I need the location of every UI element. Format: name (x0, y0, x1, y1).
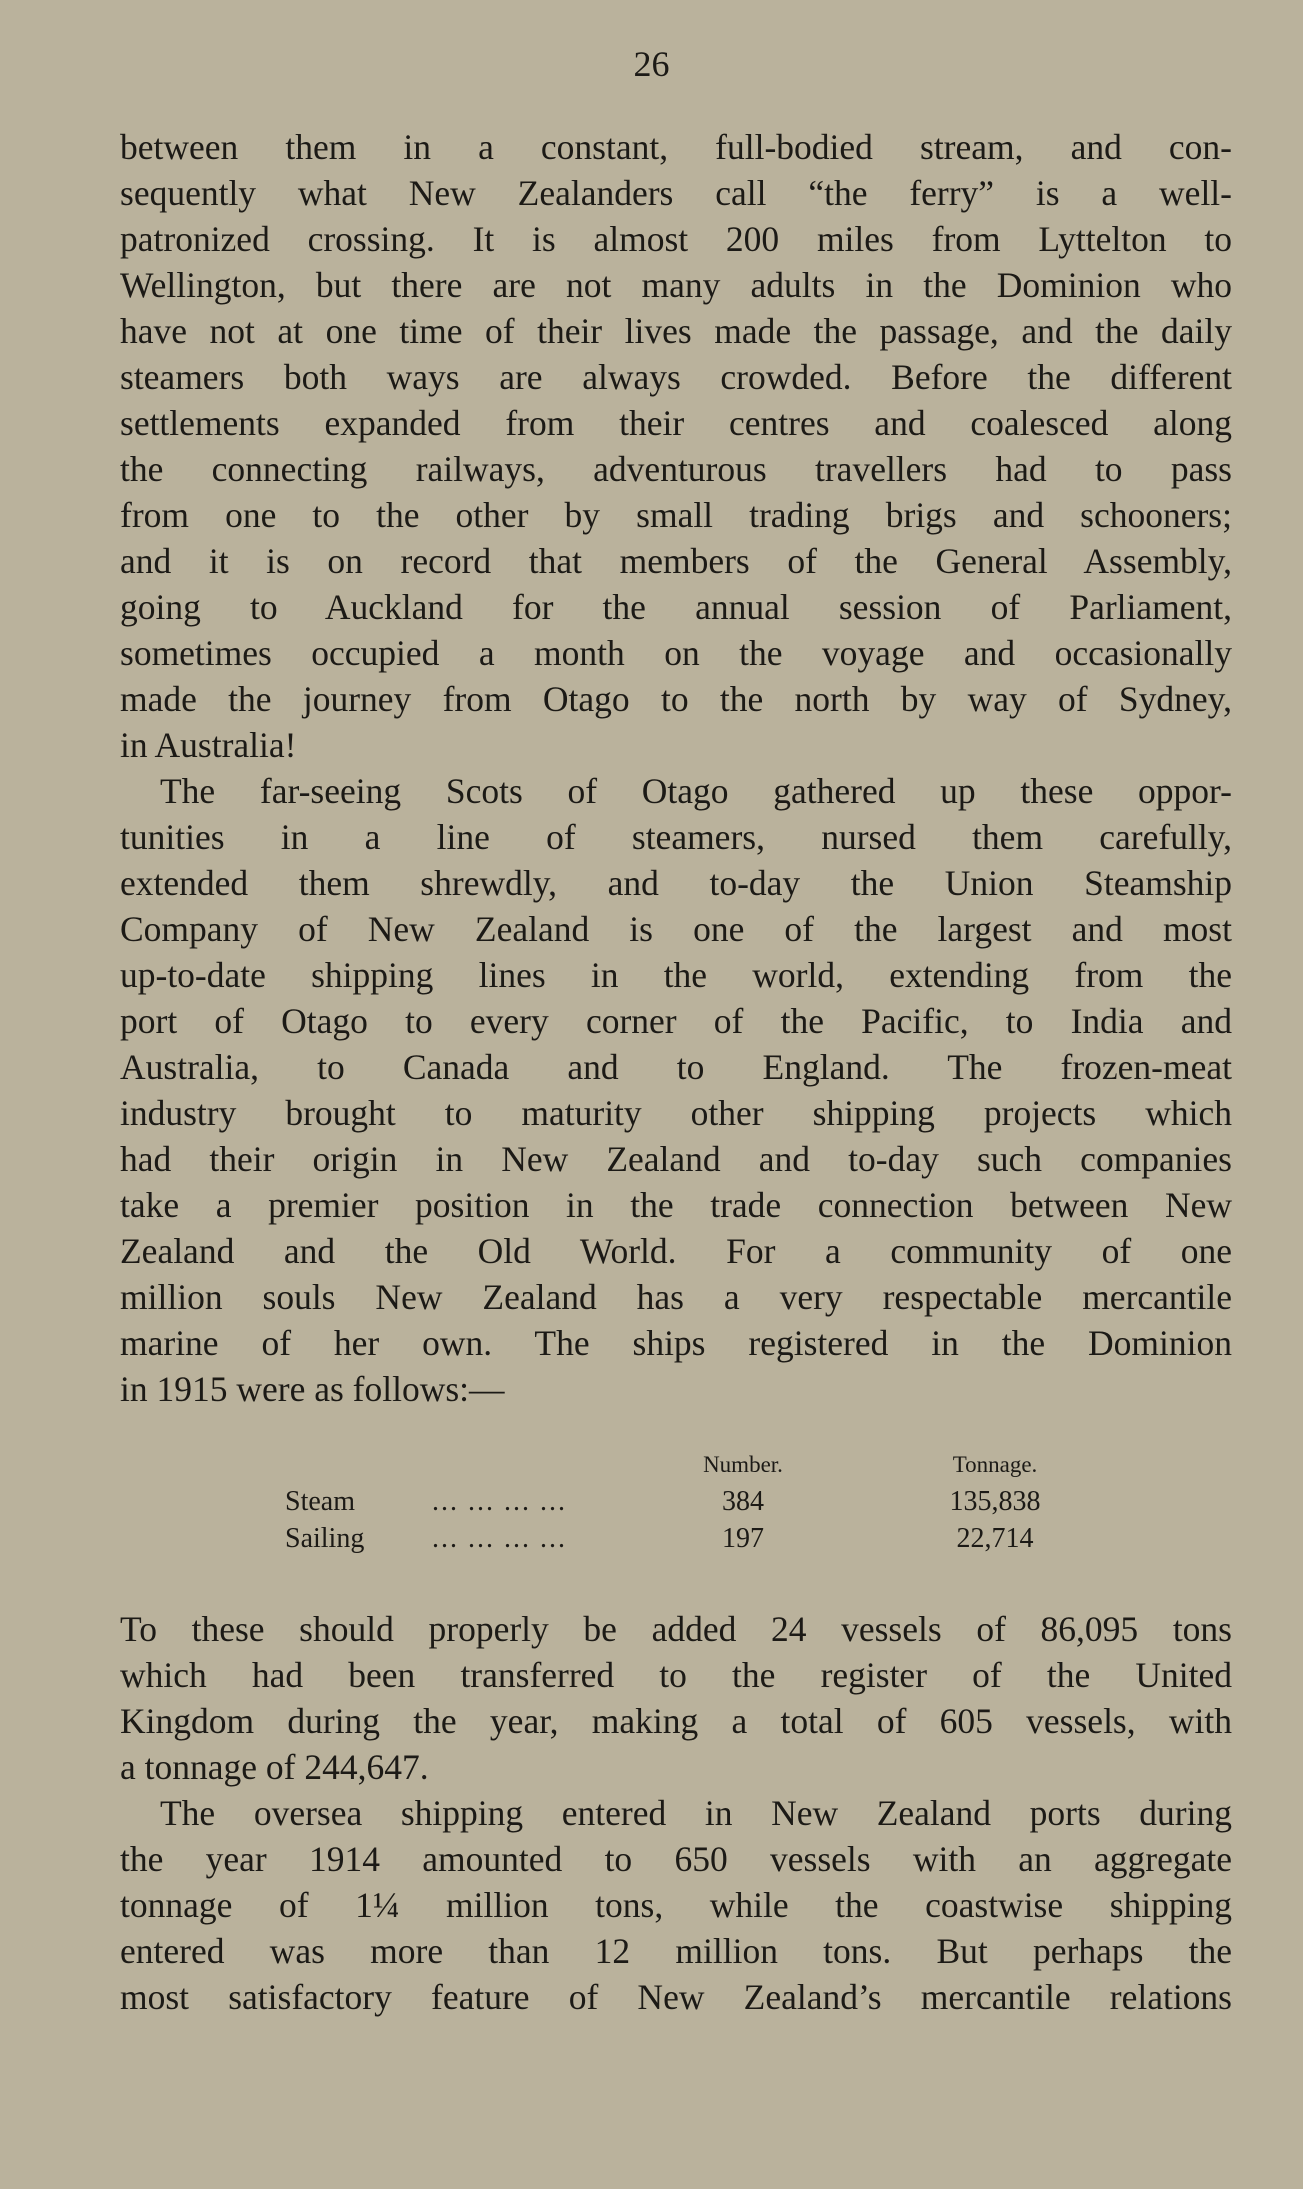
text-line: made the journey from Otago to the north by way of Sydney, (120, 679, 1232, 719)
leader-dots: ... ... ... ... (432, 1486, 567, 1517)
text-line: To these should properly be added 24 vessels of 86,095 tons (120, 1609, 1232, 1649)
text-line: settlements expanded from their centres and coalesced along (120, 403, 1232, 443)
leader-dots: ... ... ... ... (432, 1523, 567, 1554)
text-line: The oversea shipping entered in New Zealand ports during (160, 1793, 1232, 1833)
text-line: between them in a constant, full-bodied stream, and con- (120, 127, 1232, 167)
text-line: entered was more than 12 million tons. But perhaps the (120, 1931, 1232, 1971)
text-line: Company of New Zealand is one of the largest and most (120, 909, 1232, 949)
text-line: from one to the other by small trading brigs and schooners; (120, 495, 1232, 535)
row-label: Steam (285, 1486, 355, 1517)
text-line: extended them shrewdly, and to-day the Union Steamship (120, 863, 1232, 903)
text-line: steamers both ways are always crowded. Before the different (120, 357, 1232, 397)
row-number: 384 (722, 1486, 764, 1517)
text-line: port of Otago to every corner of the Pacific, to India and (120, 1001, 1232, 1041)
text-line: tonnage of 1¼ million tons, while the coastwise shipping (120, 1885, 1232, 1925)
row-label: Sailing (285, 1523, 365, 1554)
text-line: the year 1914 amounted to 650 vessels with an aggregate (120, 1839, 1232, 1879)
row-number: 197 (722, 1523, 764, 1554)
header-number: Number. (703, 1452, 783, 1477)
paragraph-ferry (120, 124, 1232, 1412)
paragraph-transferred (120, 1606, 1232, 2020)
text-line: going to Auckland for the annual session of Parliament, (120, 587, 1232, 627)
text-line: take a premier position in the trade connection between New (120, 1185, 1232, 1225)
table-header-row (0, 1446, 1303, 1483)
text-line: million souls New Zealand has a very respectable mercantile (120, 1277, 1232, 1317)
page-number: 26 (633, 44, 670, 84)
text-line: Kingdom during the year, making a total of 605 vessels, with (120, 1701, 1232, 1741)
row-tonnage: 22,714 (956, 1523, 1034, 1554)
row-tonnage: 135,838 (949, 1486, 1041, 1517)
text-line: tunities in a line of steamers, nursed them carefully, (120, 817, 1232, 857)
text-line: had their origin in New Zealand and to-day such companies (120, 1139, 1232, 1179)
table-row (0, 1520, 1303, 1557)
text-line: Wellington, but there are not many adults in the Dominion who (120, 265, 1232, 305)
text-line: marine of her own. The ships registered in the Dominion (120, 1323, 1232, 1363)
table-row (0, 1483, 1303, 1520)
text-line: have not at one time of their lives made the passage, and the daily (120, 311, 1232, 351)
text-line: the connecting railways, adventurous travellers had to pass (120, 449, 1232, 489)
text-line: in 1915 were as follows:— (120, 1369, 505, 1409)
text-line: Australia, to Canada and to England. The frozen-meat (120, 1047, 1232, 1087)
text-line: patronized crossing. It is almost 200 miles from Lyttelton to (120, 219, 1232, 259)
text-line: sequently what New Zealanders call “the ferry” is a well- (120, 173, 1232, 213)
text-line: and it is on record that members of the General Assembly, (120, 541, 1232, 581)
text-line: The far-seeing Scots of Otago gathered up these oppor- (160, 771, 1232, 811)
text-line: up-to-date shipping lines in the world, extending from the (120, 955, 1232, 995)
text-line: a tonnage of 244,647. (120, 1747, 429, 1787)
text-line: which had been transferred to the register of the United (120, 1655, 1232, 1695)
ships-registered-table (0, 1446, 1303, 1557)
header-tonnage: Tonnage. (952, 1452, 1038, 1477)
text-line: Zealand and the Old World. For a community of one (120, 1231, 1232, 1271)
text-line: sometimes occupied a month on the voyage and occasionally (120, 633, 1232, 673)
text-line: in Australia! (120, 725, 297, 765)
text-line: most satisfactory feature of New Zealand’s mercantile relations (120, 1977, 1232, 2017)
text-line: industry brought to maturity other shipping projects which (120, 1093, 1232, 1133)
